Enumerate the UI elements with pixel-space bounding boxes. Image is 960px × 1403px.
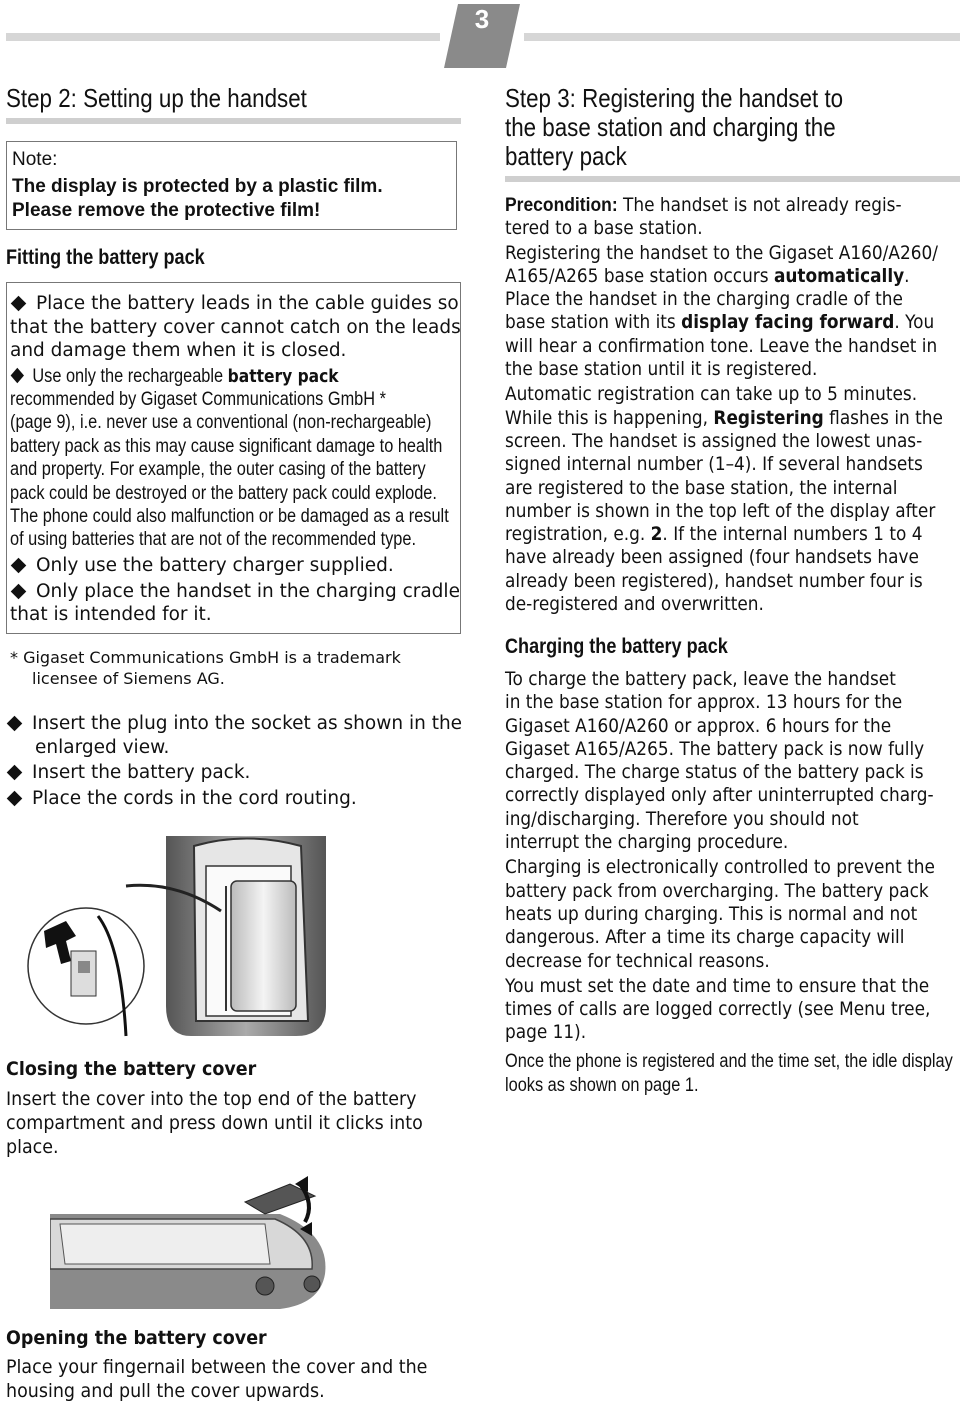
body-line: base station with its display facing forward. You: [505, 312, 935, 334]
precondition-line-1: Precondition: The handset is not already regis-: [505, 195, 902, 216]
body-line: Automatic registration can take up to 5 minutes.: [505, 384, 918, 406]
warning-bullet-2: Use only the rechargeable battery pack: [10, 365, 339, 388]
body-line: A165/A265 base station occurs automatically.: [505, 265, 910, 287]
note-line-1: The display is protected by a plastic film.: [12, 176, 383, 197]
body-line: times of calls are logged correctly (see Menu tree,: [505, 999, 931, 1021]
header-rule-right: [524, 33, 960, 41]
footnote-line-1: * Gigaset Communications GmbH is a trademark: [10, 648, 401, 667]
body-line: Gigaset A165/A265. The battery pack is now fully: [505, 738, 925, 760]
step2-title: Step 2: Setting up the handset: [6, 83, 307, 113]
body-line: signed internal number (1–4). If several handsets: [505, 454, 923, 476]
body-line: Registering the handset to the Gigaset A160/A260/: [505, 242, 938, 264]
body-line: number is shown in the top left of the display after: [505, 500, 936, 522]
step-bullet-2: Insert the battery pack.: [6, 761, 250, 784]
body-line: de-registered and overwritten.: [505, 594, 764, 616]
step-line: enlarged view.: [35, 737, 170, 758]
header-rule-left: [6, 33, 440, 41]
remark-line: looks as shown on page 1.: [505, 1075, 699, 1096]
step-bullet-1: Insert the plug into the socket as shown in the: [6, 712, 462, 735]
step3-title-line: Step 3: Registering the handset to: [505, 83, 844, 113]
warning-line: The phone could also malfunction or be damaged as a result: [10, 506, 449, 527]
body-line: heats up during charging. This is normal and not: [505, 903, 918, 925]
closing-heading: Closing the battery cover: [6, 1058, 257, 1080]
warning-line: recommended by Gigaset Communications GmbH *: [10, 389, 386, 410]
bullet-icon: [11, 557, 27, 573]
warning-bullet-1: Place the battery leads in the cable guides so: [10, 292, 459, 315]
precondition-line-2: tered to a base station.: [505, 218, 703, 240]
body-line: charged. The charge status of the battery pack is: [505, 762, 924, 784]
body-line: correctly displayed only after uninterrupted charg-: [505, 785, 934, 807]
warning-line: that the battery cover cannot catch on the leads: [10, 317, 461, 338]
step-bullet-3: Place the cords in the cord routing.: [6, 787, 357, 810]
body-line: screen. The handset is assigned the lowest unas-: [505, 430, 923, 452]
remark-line: Once the phone is registered and the time set, the idle display: [505, 1051, 953, 1072]
warning-bullet-4: Only place the handset in the charging cradle: [10, 580, 460, 603]
warning-line: pack could be destroyed or the battery pack could explode.: [10, 483, 437, 504]
warning-line: and property. For example, the outer casing of the battery: [10, 459, 426, 480]
body-line: registration, e.g. 2. If the internal numbers 1 to 4: [505, 524, 923, 546]
warning-line: of using batteries that are not of the recommended type.: [10, 529, 417, 550]
body-line: Gigaset A160/A260 or approx. 6 hours for the: [505, 715, 892, 737]
body-line: are registered to the base station, the internal: [505, 477, 898, 499]
body-line: page 11).: [505, 1022, 587, 1044]
body-line: in the base station for approx. 13 hours for the: [505, 692, 903, 714]
handset-battery-insertion-illustration: [26, 836, 336, 1046]
closing-text: [6, 1087, 423, 1159]
battery-cover-opening-illustration: [50, 1174, 330, 1314]
warning-bullet-3: Only use the battery charger supplied.: [10, 554, 394, 577]
step3-body: [505, 194, 943, 616]
note-label: Note:: [12, 149, 58, 170]
note-line-2: Please remove the protective film!: [12, 200, 321, 221]
warning-line: (page 9), i.e. never use a conventional (non-rechargeable): [10, 412, 432, 433]
body-line: Place the handset in the charging cradle of the: [505, 289, 903, 311]
body-line: already been registered), handset number four is: [505, 570, 923, 592]
bullet-icon: [11, 368, 24, 384]
opening-heading: Opening the battery cover: [6, 1327, 267, 1349]
opening-text: [6, 1355, 427, 1403]
body-line: ing/discharging. Therefore you should not: [505, 808, 859, 830]
charging-body: [505, 668, 935, 1045]
bullet-icon: [7, 764, 23, 780]
body-line: To charge the battery pack, leave the handset: [505, 669, 896, 690]
step3-rule: [505, 176, 960, 182]
body-line: will hear a confirmation tone. Leave the handset in: [505, 335, 938, 357]
footnote: [10, 647, 401, 689]
closing-line: Insert the cover into the top end of the battery: [6, 1088, 417, 1110]
bullet-icon: [7, 715, 23, 731]
opening-line: housing and pull the cover upwards.: [6, 1380, 325, 1402]
warning-line: battery pack as this may cause significant damage to health: [10, 436, 443, 457]
fitting-heading: Fitting the battery pack: [6, 246, 205, 269]
body-line: decrease for technical reasons.: [505, 950, 770, 972]
note-box: [6, 141, 457, 230]
closing-line: compartment and press down until it clicks into: [6, 1112, 423, 1134]
body-line: interrupt the charging procedure.: [505, 832, 789, 854]
page-number: 3: [474, 4, 490, 34]
step3-title-line: the base station and charging the: [505, 112, 836, 142]
warning-line: and damage them when it is closed.: [10, 340, 347, 361]
step3-title-line: battery pack: [505, 141, 627, 171]
step3-title: [505, 84, 843, 171]
body-line: battery pack from overcharging. The battery pack: [505, 880, 929, 902]
body-line: You must set the date and time to ensure that the: [505, 975, 930, 997]
body-line: Charging is electronically controlled to prevent the: [505, 857, 935, 879]
body-line: dangerous. After a time its charge capacity will: [505, 927, 905, 949]
bullet-icon: [7, 790, 23, 806]
footnote-line-2: licensee of Siemens AG.: [32, 669, 225, 688]
body-line: the base station until it is registered.: [505, 359, 818, 381]
body-line: While this is happening, Registering flashes in the: [505, 407, 943, 429]
bullet-icon: [11, 295, 27, 311]
closing-remark: [505, 1050, 953, 1098]
warning-line: that is intended for it.: [10, 604, 212, 625]
charging-heading: Charging the battery pack: [505, 635, 728, 658]
opening-line: Place your fingernail between the cover and the: [6, 1356, 428, 1378]
step2-rule: [6, 118, 461, 124]
closing-line: place.: [6, 1136, 59, 1158]
bullet-icon: [11, 583, 27, 599]
body-line: have already been assigned (four handsets have: [505, 547, 919, 569]
